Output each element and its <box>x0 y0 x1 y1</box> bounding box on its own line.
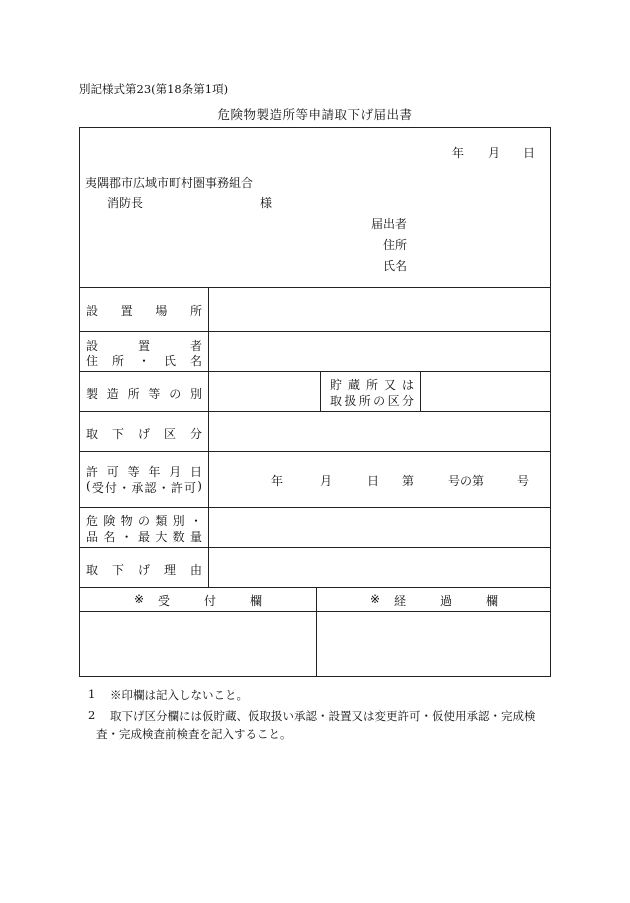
permit-number-prefix: 第 <box>402 474 415 488</box>
permit-month: 月 <box>320 474 333 488</box>
row-divider <box>80 371 550 372</box>
row-divider <box>80 331 550 332</box>
label-storage-line1: 貯 蔵 所 又 は <box>330 378 414 392</box>
row-divider <box>80 587 550 588</box>
notifier-label: 届出者 <box>371 217 408 231</box>
note-2-text-line1: 取下げ区分欄には仮貯蔵、仮取扱い承認・設置又は変更許可・仮使用承認・完成検 <box>110 709 536 723</box>
note-1-text: ※印欄は記入しないこと。 <box>110 688 248 702</box>
permit-day: 日 <box>367 474 380 488</box>
label-facility-type: 製 造 所 等 の 別 <box>86 387 202 401</box>
document-title: 危険物製造所等申請取下げ届出書 <box>217 107 413 122</box>
notifier-name-label: 氏名 <box>383 259 408 273</box>
reception-column-header: 受 付 欄 <box>158 594 262 608</box>
addressee-organization: 夷隅郡市広域市町村圏事務組合 <box>85 176 254 190</box>
row-divider <box>80 451 550 452</box>
date-day: 日 <box>523 146 536 160</box>
label-location: 設 置 場 所 <box>86 304 202 318</box>
row-divider <box>80 547 550 548</box>
label-installer-line2: 住 所 ・ 氏 名 <box>86 354 202 368</box>
label-permit-type: ( 受 付 ・ 承 認 ・ 許 可 ) <box>86 479 202 495</box>
row-divider <box>80 287 550 288</box>
notifier-address-label: 住所 <box>383 238 408 252</box>
row-divider <box>80 611 550 612</box>
footer-column-divider <box>316 587 317 677</box>
addressee-chief: 消防長 <box>107 196 144 210</box>
label-withdraw-category: 取 下 げ 区 分 <box>86 427 202 441</box>
label-hazmat-line2: 品 名 ・ 最 大 数 量 <box>86 530 202 544</box>
progress-mark: ※ <box>370 592 381 606</box>
form-number-label: 別記様式第23(第18条第1項) <box>79 82 229 96</box>
column-divider <box>420 371 421 411</box>
progress-column-header: 経 過 欄 <box>394 594 498 608</box>
date-year: 年 <box>452 146 465 160</box>
note-2-number: 2 <box>88 708 96 722</box>
label-installer-line1: 設 置 者 <box>86 339 202 353</box>
note-2-text-line2: 査・完成検査前検査を記入すること。 <box>96 727 292 741</box>
label-hazmat-line1: 危 険 物 の 類 別 ・ <box>86 514 202 528</box>
application-form <box>79 127 551 677</box>
row-divider <box>80 411 550 412</box>
label-storage-line2: 取 扱 所 の 区 分 <box>330 394 414 408</box>
permit-number-middle: 号の第 <box>448 474 485 488</box>
addressee-honorific: 様 <box>260 196 273 210</box>
column-divider <box>320 371 321 411</box>
label-reason: 取 下 げ 理 由 <box>86 563 202 577</box>
permit-number-suffix: 号 <box>517 474 530 488</box>
label-column-divider <box>208 287 209 587</box>
label-permit-date: 許 可 等 年 月 日 <box>86 465 202 479</box>
date-month: 月 <box>488 146 501 160</box>
permit-year: 年 <box>271 474 284 488</box>
reception-mark: ※ <box>134 592 145 606</box>
note-1-number: 1 <box>88 687 96 701</box>
row-divider <box>80 507 550 508</box>
